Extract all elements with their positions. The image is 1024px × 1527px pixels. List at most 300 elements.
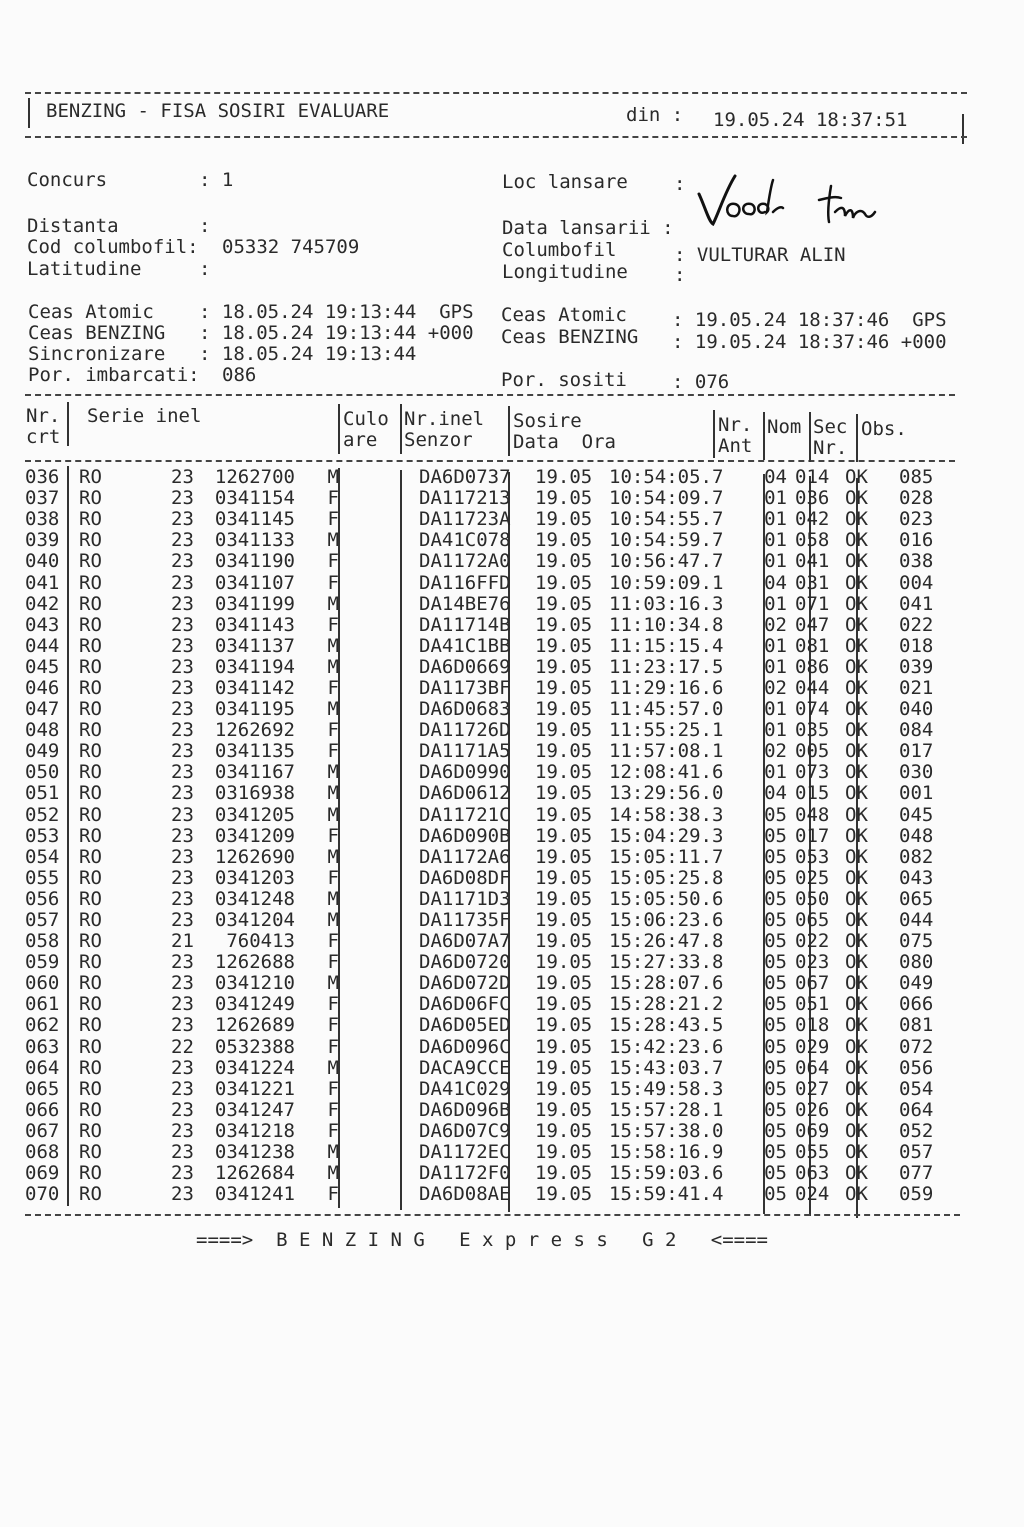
row-sensor: DA41C078 (419, 529, 511, 552)
concurs-label: Concurs (27, 169, 108, 191)
row-nom: 063 (795, 1162, 830, 1185)
row-nr-ant: 05 (764, 1162, 787, 1185)
row-color (347, 488, 413, 509)
distanta-label: Distanta (27, 215, 119, 237)
table-row (25, 994, 959, 1015)
table-row (25, 1037, 959, 1058)
row-nr-ant: 02 (764, 676, 787, 699)
cod-columbofil-value: 05332 745709 (222, 236, 360, 258)
row-year: 23 (171, 571, 194, 594)
row-sex: F (327, 1035, 339, 1058)
row-date: 19.05 (535, 592, 593, 615)
row-nr: 070 (25, 1183, 60, 1206)
row-ring: 0341142 (214, 676, 295, 699)
row-date: 19.05 (535, 972, 593, 995)
row-country: RO (79, 845, 102, 868)
row-nom: 069 (795, 1119, 830, 1142)
row-sensor: DA6D072D (419, 972, 511, 995)
row-ring: 0341154 (214, 487, 295, 510)
row-date: 19.05 (535, 508, 593, 531)
row-date: 19.05 (535, 1162, 593, 1185)
row-obs: 001 (899, 782, 934, 805)
row-sec: OK (845, 909, 868, 932)
row-sensor: DA11723A (419, 508, 511, 531)
table-row (25, 678, 959, 699)
row-nr-ant: 01 (764, 487, 787, 510)
row-date: 19.05 (535, 1014, 593, 1037)
row-nr: 066 (25, 1098, 60, 1121)
row-nr: 041 (25, 571, 60, 594)
row-nr: 058 (25, 930, 60, 953)
row-sec: OK (845, 993, 868, 1016)
col-nr-crt-line2: crt (26, 426, 61, 448)
row-country: RO (79, 824, 102, 847)
row-sex: M (327, 592, 339, 615)
row-time: 15:26:47.8 (609, 930, 724, 953)
row-time: 15:49:58.3 (609, 1077, 724, 1100)
row-nr-ant: 05 (764, 845, 787, 868)
row-obs: 081 (899, 1014, 934, 1037)
row-country: RO (79, 740, 102, 763)
col-nr-ant-line2: Ant (718, 435, 753, 457)
table-row (25, 973, 959, 994)
row-sensor: DA11726D (419, 719, 511, 742)
row-nom: 073 (795, 761, 830, 784)
row-nom: 081 (795, 634, 830, 657)
row-obs: 039 (899, 655, 934, 678)
row-nom: 027 (795, 1077, 830, 1100)
row-date: 19.05 (535, 951, 593, 974)
row-year: 23 (171, 866, 194, 889)
table-row (25, 699, 959, 720)
row-obs: 028 (899, 487, 934, 510)
row-sex: F (327, 487, 339, 510)
row-time: 11:57:08.1 (609, 740, 724, 763)
footer-brand: ====> B E N Z I N G E x p r e s s G 2 <==== (196, 1229, 768, 1251)
row-nr: 063 (25, 1035, 60, 1058)
table-row (25, 720, 959, 741)
row-nr: 069 (25, 1162, 60, 1185)
row-country: RO (79, 1141, 102, 1164)
row-obs: 056 (899, 1056, 934, 1079)
row-ring: 0341137 (214, 634, 295, 657)
row-nr: 062 (25, 1014, 60, 1037)
ceas-atomic-end-label: Ceas Atomic (501, 304, 627, 326)
row-country: RO (79, 761, 102, 784)
ceas-atomic-start-label: Ceas Atomic (28, 301, 154, 323)
row-color (347, 467, 413, 488)
row-ring: 1262688 (214, 951, 295, 974)
col-nr-crt-line1: Nr. (26, 405, 61, 427)
row-obs: 049 (899, 972, 934, 995)
row-sec: OK (845, 508, 868, 531)
row-sensor: DA6D096C (419, 1035, 511, 1058)
row-time: 10:54:05.7 (609, 466, 724, 489)
row-country: RO (79, 909, 102, 932)
row-date: 19.05 (535, 993, 593, 1016)
row-nr-ant: 05 (764, 930, 787, 953)
row-country: RO (79, 571, 102, 594)
row-obs: 040 (899, 698, 934, 721)
row-year: 23 (171, 613, 194, 636)
table-row (25, 615, 959, 636)
row-obs: 030 (899, 761, 934, 784)
row-sec: OK (845, 655, 868, 678)
row-year: 23 (171, 487, 194, 510)
row-year: 22 (171, 1035, 194, 1058)
row-nom: 065 (795, 909, 830, 932)
row-year: 23 (171, 592, 194, 615)
row-nr: 046 (25, 676, 60, 699)
row-color (347, 1079, 413, 1100)
row-country: RO (79, 1035, 102, 1058)
row-nr: 037 (25, 487, 60, 510)
row-sec: OK (845, 571, 868, 594)
row-sensor: DA6D08AE (419, 1183, 511, 1206)
row-ring: 0341221 (214, 1077, 295, 1100)
row-nom: 026 (795, 1098, 830, 1121)
row-nr-ant: 05 (764, 951, 787, 974)
row-nr-ant: 05 (764, 1035, 787, 1058)
row-nom: 055 (795, 1141, 830, 1164)
row-nom: 053 (795, 845, 830, 868)
row-sex: F (327, 930, 339, 953)
row-sensor: DA41C1BB (419, 634, 511, 657)
row-nr: 038 (25, 508, 60, 531)
row-sex: F (327, 1119, 339, 1142)
row-nom: 015 (795, 782, 830, 805)
row-nr-ant: 05 (764, 1014, 787, 1037)
row-nr-ant: 05 (764, 1077, 787, 1100)
table-header-bottom-rule (25, 460, 955, 462)
row-nom: 074 (795, 698, 830, 721)
row-time: 15:05:25.8 (609, 866, 724, 889)
row-nr-ant: 01 (764, 550, 787, 573)
longitudine-value: : (674, 264, 686, 286)
row-year: 23 (171, 529, 194, 552)
header-top-rule (25, 92, 967, 94)
row-date: 19.05 (535, 676, 593, 699)
row-sec: OK (845, 1077, 868, 1100)
row-sensor: DA116FFD (419, 571, 511, 594)
ceas-benzing-start-value: : 18.05.24 19:13:44 +000 (199, 322, 474, 344)
table-row (25, 1058, 959, 1079)
row-date: 19.05 (535, 1119, 593, 1142)
row-country: RO (79, 1077, 102, 1100)
row-obs: 077 (899, 1162, 934, 1185)
row-time: 15:58:16.9 (609, 1141, 724, 1164)
row-sec: OK (845, 1014, 868, 1037)
row-nr: 047 (25, 698, 60, 721)
table-row (25, 1142, 959, 1163)
row-nr: 056 (25, 887, 60, 910)
row-sensor: DA6D0990 (419, 761, 511, 784)
row-sec: OK (845, 1119, 868, 1142)
col-divider (508, 406, 510, 456)
row-color (347, 1058, 413, 1079)
row-nom: 064 (795, 1056, 830, 1079)
row-ring: 0341135 (214, 740, 295, 763)
row-country: RO (79, 1098, 102, 1121)
row-year: 23 (171, 887, 194, 910)
table-row (25, 509, 959, 530)
row-nr-ant: 01 (764, 698, 787, 721)
row-obs: 052 (899, 1119, 934, 1142)
columbofil-value: : VULTURAR ALIN (674, 244, 846, 266)
loc-lansare-label: Loc lansare (502, 171, 628, 193)
row-color (347, 783, 413, 804)
row-obs: 048 (899, 824, 934, 847)
row-obs: 059 (899, 1183, 934, 1206)
row-color (347, 678, 413, 699)
row-nr-ant: 05 (764, 1119, 787, 1142)
row-nr: 064 (25, 1056, 60, 1079)
row-sensor: DA11735F (419, 909, 511, 932)
row-time: 15:43:03.7 (609, 1056, 724, 1079)
table-bottom-rule (25, 1214, 960, 1216)
ceas-benzing-end-label: Ceas BENZING (501, 326, 639, 348)
col-culoare-line2: are (343, 429, 378, 451)
row-obs: 045 (899, 803, 934, 826)
row-nr-ant: 05 (764, 972, 787, 995)
row-ring: 1262689 (214, 1014, 295, 1037)
row-sex: M (327, 803, 339, 826)
row-year: 23 (171, 951, 194, 974)
row-time: 11:03:16.3 (609, 592, 724, 615)
row-date: 19.05 (535, 782, 593, 805)
handwritten-signature (695, 172, 895, 232)
row-time: 11:45:57.0 (609, 698, 724, 721)
row-sensor: DA11714B (419, 613, 511, 636)
row-sex: F (327, 824, 339, 847)
col-divider (713, 410, 715, 458)
col-sosire-line1: Sosire (513, 410, 582, 432)
row-date: 19.05 (535, 1098, 593, 1121)
table-row (25, 1121, 959, 1142)
row-color (347, 1121, 413, 1142)
row-nom: 071 (795, 592, 830, 615)
table-row (25, 594, 959, 615)
row-sec: OK (845, 972, 868, 995)
row-nr-ant: 01 (764, 634, 787, 657)
concurs-value: : 1 (199, 169, 234, 191)
row-country: RO (79, 634, 102, 657)
col-sec-nr-line2: Nr. (813, 437, 848, 459)
row-time: 15:27:33.8 (609, 951, 724, 974)
row-ring: 1262700 (214, 466, 295, 489)
row-nom: 035 (795, 719, 830, 742)
row-year: 23 (171, 508, 194, 531)
row-nom: 058 (795, 529, 830, 552)
table-row (25, 1015, 959, 1036)
row-sec: OK (845, 634, 868, 657)
row-date: 19.05 (535, 529, 593, 552)
row-nom: 029 (795, 1035, 830, 1058)
porumbei-imbarcati-value: 086 (222, 364, 257, 386)
row-sec: OK (845, 930, 868, 953)
col-divider (400, 404, 402, 454)
row-obs: 022 (899, 613, 934, 636)
row-date: 19.05 (535, 719, 593, 742)
row-country: RO (79, 1119, 102, 1142)
row-nr: 048 (25, 719, 60, 742)
row-nom: 014 (795, 466, 830, 489)
row-country: RO (79, 866, 102, 889)
row-sensor: DA6D0669 (419, 655, 511, 678)
row-nr: 039 (25, 529, 60, 552)
row-time: 10:54:59.7 (609, 529, 724, 552)
col-culoare-line1: Culo (343, 408, 389, 430)
row-ring: 0341248 (214, 887, 295, 910)
row-country: RO (79, 613, 102, 636)
row-sensor: DA1172EC (419, 1141, 511, 1164)
row-nr-ant: 05 (764, 1056, 787, 1079)
row-sec: OK (845, 951, 868, 974)
row-nom: 047 (795, 613, 830, 636)
col-nom: Nom (767, 416, 802, 438)
row-sex: M (327, 782, 339, 805)
row-time: 15:05:11.7 (609, 845, 724, 868)
row-obs: 084 (899, 719, 934, 742)
row-country: RO (79, 676, 102, 699)
row-country: RO (79, 930, 102, 953)
row-year: 23 (171, 1162, 194, 1185)
row-date: 19.05 (535, 909, 593, 932)
row-time: 11:10:34.8 (609, 613, 724, 636)
row-time: 15:42:23.6 (609, 1035, 724, 1058)
row-nom: 025 (795, 866, 830, 889)
row-color (347, 699, 413, 720)
row-date: 19.05 (535, 1183, 593, 1206)
row-year: 23 (171, 845, 194, 868)
row-sensor: DA1172F0 (419, 1162, 511, 1185)
row-time: 15:59:41.4 (609, 1183, 724, 1206)
row-sex: F (327, 993, 339, 1016)
row-nr-ant: 02 (764, 740, 787, 763)
row-ring: 0341199 (214, 592, 295, 615)
row-sex: M (327, 466, 339, 489)
row-sensor: DA1173BF (419, 676, 511, 699)
row-nr: 061 (25, 993, 60, 1016)
row-sensor: DA11721C (419, 803, 511, 826)
row-color (347, 1015, 413, 1036)
col-nr-ant-line1: Nr. (718, 414, 753, 436)
col-divider (856, 414, 858, 462)
row-country: RO (79, 529, 102, 552)
row-year: 23 (171, 761, 194, 784)
row-obs: 054 (899, 1077, 934, 1100)
row-ring: 0341167 (214, 761, 295, 784)
row-nr-ant: 02 (764, 613, 787, 636)
data-lansarii-label: Data lansarii : (502, 217, 674, 239)
row-country: RO (79, 550, 102, 573)
row-ring: 0341247 (214, 1098, 295, 1121)
row-year: 23 (171, 655, 194, 678)
row-nr: 059 (25, 951, 60, 974)
report-date-label: din : (626, 104, 684, 126)
row-ring: 0316938 (214, 782, 295, 805)
row-sex: F (327, 1098, 339, 1121)
row-time: 15:57:38.0 (609, 1119, 724, 1142)
row-obs: 064 (899, 1098, 934, 1121)
row-color (347, 551, 413, 572)
row-nr: 068 (25, 1141, 60, 1164)
row-ring: 1262690 (214, 845, 295, 868)
row-sec: OK (845, 782, 868, 805)
row-color (347, 826, 413, 847)
row-obs: 072 (899, 1035, 934, 1058)
row-sec: OK (845, 1141, 868, 1164)
row-year: 23 (171, 993, 194, 1016)
row-sensor: DA14BE76 (419, 592, 511, 615)
col-divider (809, 412, 811, 462)
header-left-border (28, 98, 30, 128)
longitudine-label: Longitudine (502, 261, 628, 283)
row-color (347, 741, 413, 762)
row-color (347, 1142, 413, 1163)
row-ring: 0341238 (214, 1141, 295, 1164)
col-divider (67, 402, 69, 446)
row-sensor: DA6D06FC (419, 993, 511, 1016)
row-date: 19.05 (535, 740, 593, 763)
row-nr-ant: 05 (764, 824, 787, 847)
table-row (25, 762, 959, 783)
row-time: 15:28:07.6 (609, 972, 724, 995)
row-nr: 050 (25, 761, 60, 784)
porumbei-sositi-label: Por. sositi (501, 369, 627, 391)
row-date: 19.05 (535, 803, 593, 826)
row-nr-ant: 01 (764, 655, 787, 678)
row-time: 10:59:09.1 (609, 571, 724, 594)
row-sensor: DA6D0612 (419, 782, 511, 805)
row-nom: 005 (795, 740, 830, 763)
header-right-border (962, 114, 964, 144)
sincronizare-label: Sincronizare (28, 343, 166, 365)
row-year: 23 (171, 1077, 194, 1100)
row-date: 19.05 (535, 845, 593, 868)
row-country: RO (79, 466, 102, 489)
row-nr-ant: 01 (764, 592, 787, 615)
row-sex: M (327, 1141, 339, 1164)
row-nr: 036 (25, 466, 60, 489)
row-nr: 055 (25, 866, 60, 889)
table-row (25, 952, 959, 973)
row-date: 19.05 (535, 698, 593, 721)
row-nr: 065 (25, 1077, 60, 1100)
row-country: RO (79, 1183, 102, 1206)
row-nr: 040 (25, 550, 60, 573)
row-country: RO (79, 508, 102, 531)
row-nr: 057 (25, 909, 60, 932)
row-ring: 0341241 (214, 1183, 295, 1206)
report-date-value: 19.05.24 18:37:51 (713, 109, 908, 131)
porumbei-imbarcati-label: Por. imbarcati: (28, 364, 200, 386)
row-time: 15:05:50.6 (609, 887, 724, 910)
table-row (25, 1079, 959, 1100)
row-date: 19.05 (535, 1056, 593, 1079)
row-sex: F (327, 571, 339, 594)
row-obs: 043 (899, 866, 934, 889)
row-nr-ant: 01 (764, 719, 787, 742)
row-time: 15:59:03.6 (609, 1162, 724, 1185)
row-sex: F (327, 1014, 339, 1037)
row-time: 10:54:09.7 (609, 487, 724, 510)
row-nr-ant: 05 (764, 887, 787, 910)
row-sex: M (327, 1056, 339, 1079)
row-country: RO (79, 1056, 102, 1079)
row-year: 23 (171, 1183, 194, 1206)
row-time: 10:56:47.7 (609, 550, 724, 573)
